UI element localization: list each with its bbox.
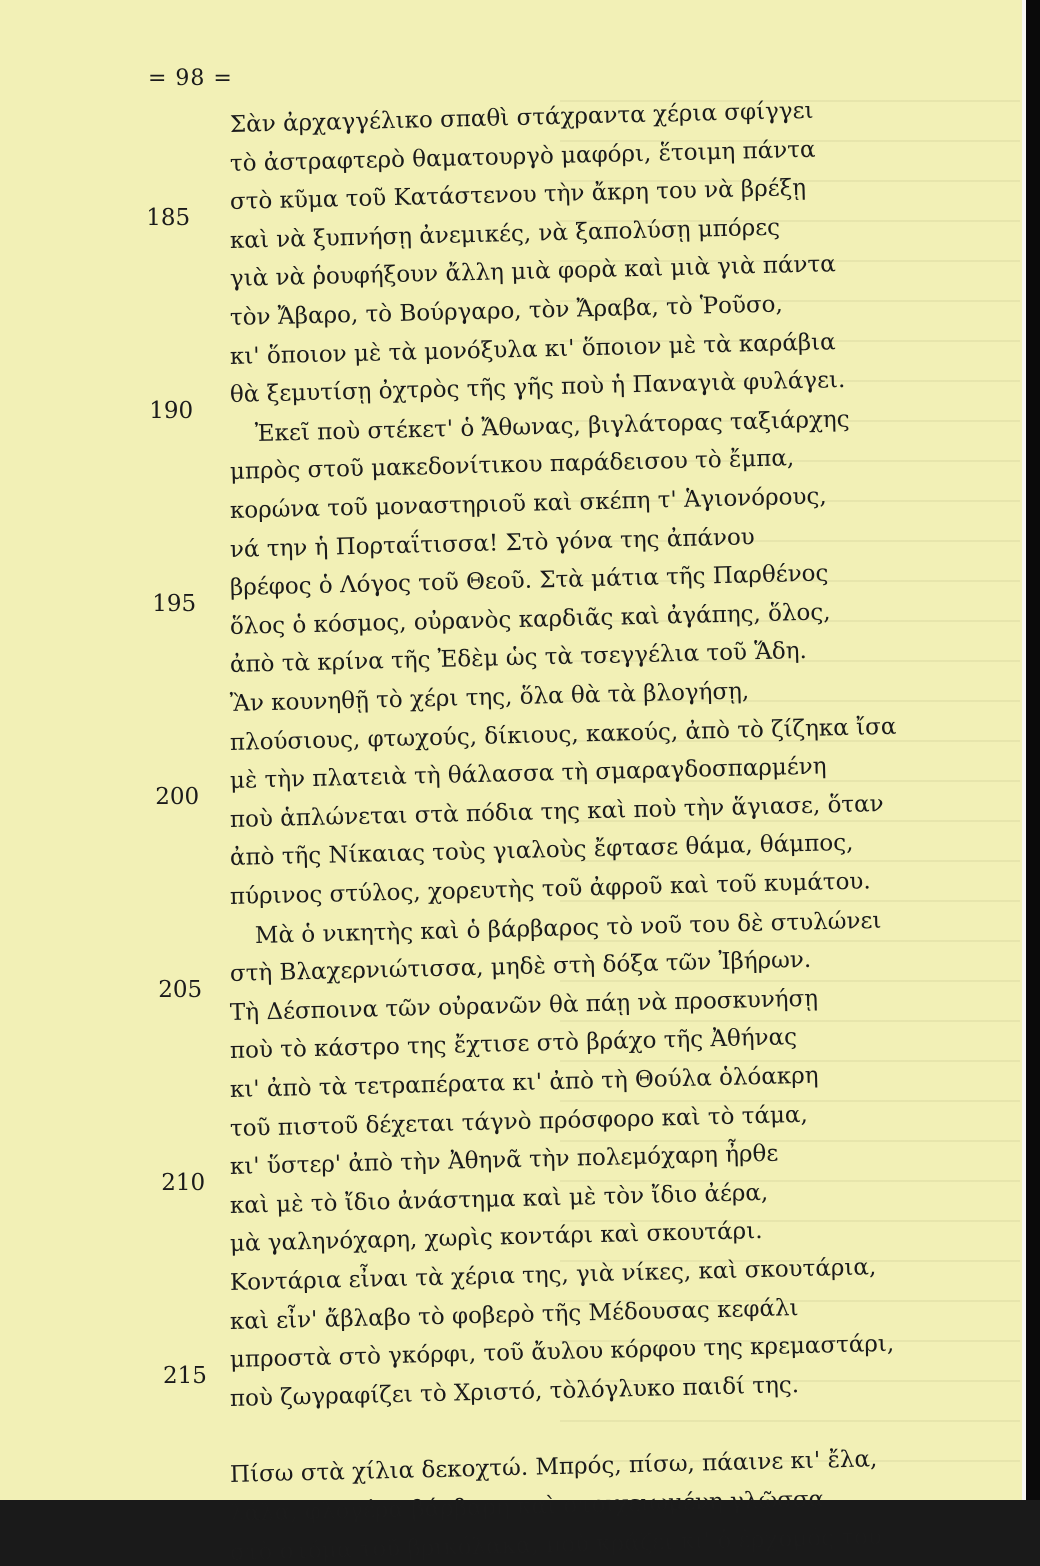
scan-edge-dark (1026, 0, 1040, 1500)
poem-line: τὸ ἀστραφτερὸ θαματουργὸ μαφόρι, ἕτοιμη πάντα (229, 136, 816, 177)
poem-line: γιὰ νὰ ῥουφήξουν ἄλλη μιὰ φορὰ καὶ μιὰ γιὰ πάντα (229, 251, 837, 293)
poem-line: νά την ἡ Πορταΐτισσα! Στὸ γόνα της ἀπάνου (229, 523, 756, 563)
poem-line: Πίσω στὰ χίλια δεκοχτώ. Μπρός, πίσω, πάαινε κι' ἔλα, (229, 1446, 878, 1489)
poem-line: ἀπὸ τῆς Νίκαιας τοὺς γιαλοὺς ἔφτασε θάμα, θάμπος, (229, 830, 854, 872)
poem-line: ποὺ ζωγραφίζει τὸ Χριστό, τὸλόγλυκο παιδί της. (229, 1371, 800, 1412)
poem-line: μπροστὰ στὸ γκόρφι, τοῦ ἄυλου κόρφου της κρεμαστάρι, (229, 1330, 895, 1374)
poem-line: Ἂν κουνηθῇ τὸ χέρι της, ὅλα θὰ τὰ βλογήσῃ, (229, 678, 750, 717)
line-number: 200 (155, 784, 200, 811)
poem-line: Ἐκεῖ ποὺ στέκετ' ὁ Ἄθωνας, βιγλάτορας ταξιάρχης (254, 406, 850, 447)
poem-line: Σὰν ἀρχαγγέλικο σπαθὶ στάχραντα χέρια σφίγγει (229, 97, 814, 138)
poem-line: ποὺ τὸ κάστρο της ἔχτισε στὸ βράχο τῆς Ἀθήνας (229, 1024, 798, 1065)
poem-line: ποὺ ἁπλώνεται στὰ πόδια της καὶ ποὺ τὴν ἅγιασε, ὅταν (229, 790, 884, 833)
poem-line: στὸ στόμα τοῦ βρικόλακα, ποὺ κράζει κι' ὁ ἐρχομός του (229, 1523, 883, 1566)
poem-line: κι' ὅποιον μὲ τὰ μονόξυλα κι' ὅποιον μὲ τὰ καράβια (229, 328, 836, 370)
poem-line: καὶ νὰ ξυπνήσῃ ἀνεμικές, νὰ ξαπολύσῃ μπόρες (229, 214, 781, 254)
poem-line: βρέφος ὁ Λόγος τοῦ Θεοῦ. Στὰ μάτια τῆς Παρθένος (229, 560, 829, 602)
poem-line: τὸν Ἄβαρο, τὸ Βούργαρο, τὸν Ἄραβα, τὸ Ῥοῦσο, (229, 291, 784, 331)
page-number: = 98 = (148, 66, 233, 91)
scan-edge (1022, 0, 1040, 1500)
poem-line: Κοντάρια εἶναι τὰ χέρια της, γιὰ νίκες, καὶ σκουτάρια, (229, 1254, 877, 1296)
poem-line: στὴ Βλαχερνιώτισσα, μηδὲ στὴ δόξα τῶν Ἰβήρων. (229, 946, 812, 988)
line-number: 185 (146, 205, 191, 232)
poem-line: κι' ὕστερ' ἀπὸ τὴν Ἀθηνᾶ τὴν πολεμόχαρη ἦρθε (229, 1140, 779, 1181)
poem-line: κορώνα τοῦ μοναστηριοῦ καὶ σκέπη τ' Ἁγιονόρους, (229, 483, 827, 524)
poem-line: καὶ μὲ τὸ ἴδιο ἀνάστημα καὶ μὲ τὸν ἴδιο ἀέρα, (229, 1179, 769, 1219)
show-through-bleed (560, 80, 1020, 1500)
poem-line: πλούσιους, φτωχούς, δίκιους, κακούς, ἀπὸ τὸ ζίζηκα ἴσα (229, 713, 897, 756)
line-number: 215 (163, 1363, 207, 1390)
poem-line: θὰ ξεμυτίσῃ ὀχτρὸς τῆς γῆς ποὺ ἡ Παναγιὰ φυλάγει. (229, 367, 846, 409)
poem-line: Μὰ ὁ νικητὴς καὶ ὁ βάρβαρος τὸ νοῦ του δὲ στυλώνει (254, 907, 882, 949)
poem-line: Τὴ Δέσποινα τῶν οὐρανῶν θὰ πάῃ νὰ προσκυνήσῃ (229, 985, 819, 1026)
line-number: 210 (161, 1170, 206, 1197)
poem-line: στὸ κῦμα τοῦ Κατάστενου τὴν ἄκρη του νὰ βρέξῃ (229, 175, 807, 216)
poem-line: κι' ἀπὸ τὰ τετραπέρατα κι' ἀπὸ τὴ Θούλα ὁλόακρη (229, 1062, 819, 1103)
line-number: 195 (152, 591, 197, 618)
poem-line: πύρινος στύλος, χορευτὴς τοῦ ἀφροῦ καὶ τοῦ κυμάτου. (229, 868, 871, 910)
poem-line: ὅλος ὁ κόσμος, οὐρανὸς καρδιᾶς καὶ ἀγάπης, ὅλος, (229, 599, 831, 640)
poem-line: μὲ τὴν πλατειὰ τὴ θάλασσα τὴ σμαραγδοσπαρμένη (229, 753, 827, 795)
line-number: 205 (158, 977, 203, 1004)
poem-line: λάλα, φλογέρα βάρβαρη καὶ στοιχειωμένη γλῶσσα (229, 1486, 825, 1527)
poem-line: μπρὸς στοῦ μακεδονίτικου παράδεισου τὸ ἔμπα, (229, 445, 795, 486)
poem-line: ἀπὸ τὰ κρίνα τῆς Ἐδὲμ ὡς τὰ τσεγγέλια τοῦ Ἅδη. (229, 638, 808, 679)
poem-line: καὶ εἶν' ἄβλαβο τὸ φοβερὸ τῆς Μέδουσας κεφάλι (229, 1294, 799, 1335)
poem-line: μὰ γαληνόχαρη, χωρὶς κοντάρι καὶ σκουτάρι. (229, 1218, 763, 1258)
line-number: 190 (149, 398, 194, 425)
poem-line: τοῦ πιστοῦ δέχεται τάγνὸ πρόσφορο καὶ τὸ τάμα, (229, 1101, 809, 1142)
